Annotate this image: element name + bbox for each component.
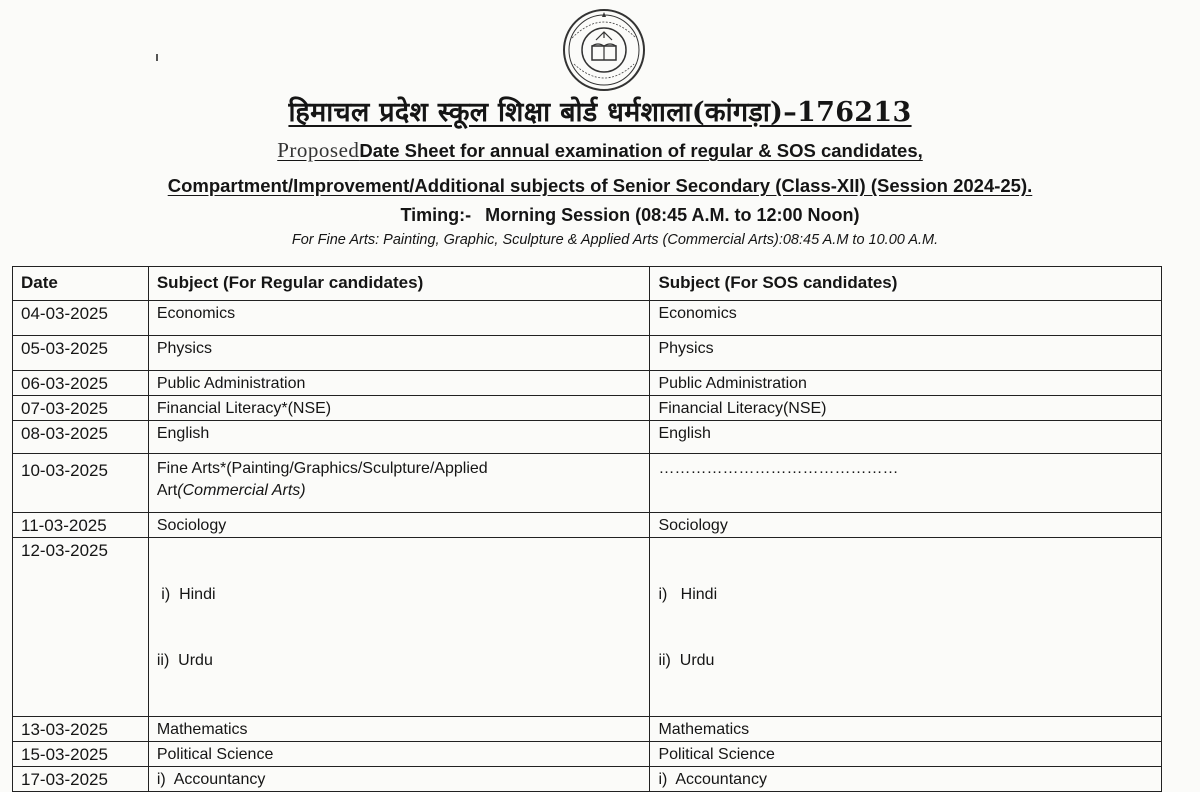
table-row (13, 336, 1162, 371)
regular-subject-cell: Public Administration (148, 371, 650, 396)
table-row (13, 396, 1162, 421)
table-row (13, 301, 1162, 336)
sos-subject-cell: Physics (650, 336, 1162, 371)
regular-subject-cell (148, 538, 650, 717)
timing-label: Timing:- (400, 205, 472, 225)
sos-subject-cell: Sociology (650, 513, 1162, 538)
regular-subject-cell: Physics (148, 336, 650, 371)
fine-arts-line2b: (Commercial Arts) (177, 482, 306, 499)
table-row (13, 454, 1162, 513)
table-row (13, 421, 1162, 454)
regular-subject-cell: Political Science (148, 742, 650, 767)
sos-subject-cell: English (650, 421, 1162, 454)
date-cell: 07-03-2025 (13, 396, 149, 421)
date-cell: 17-03-2025 (13, 767, 149, 792)
sos-subject-cell: Financial Literacy(NSE) (650, 396, 1162, 421)
date-cell: 12-03-2025 (13, 538, 149, 717)
exam-schedule-table (12, 266, 1162, 792)
sos-subject-cell: ……………………………………… (650, 454, 1162, 513)
header-sos: Subject (For SOS candidates) (650, 267, 1162, 301)
regular-subject-cell: Economics (148, 301, 650, 336)
regular-subject-cell: Financial Literacy*(NSE) (148, 396, 650, 421)
sos-subject-cell (650, 538, 1162, 717)
urdu-line: ii) Urdu (156, 652, 213, 669)
header-regular: Subject (For Regular candidates) (148, 267, 650, 301)
board-seal-icon (562, 8, 646, 92)
regular-subject-cell: Sociology (148, 513, 650, 538)
date-cell: 15-03-2025 (13, 742, 149, 767)
regular-subject-cell: Mathematics (148, 717, 650, 742)
table-row (13, 371, 1162, 396)
proposed-word: Proposed (277, 138, 360, 162)
sos-subject-cell: Economics (650, 301, 1162, 336)
fine-arts-note: For Fine Arts: Painting, Graphic, Sculpture & Applied Arts (Commercial Arts):08:45 A.M to 10.00 A.M. (291, 232, 939, 248)
table-row (13, 742, 1162, 767)
table-row (13, 717, 1162, 742)
date-sheet-subtitle (0, 137, 1200, 164)
date-cell: 11-03-2025 (13, 513, 149, 538)
date-cell: 06-03-2025 (13, 371, 149, 396)
fine-arts-line2a: Art (156, 482, 178, 499)
table-row (13, 513, 1162, 538)
sos-subject-cell: Mathematics (650, 717, 1162, 742)
sos-subject-cell: i) Accountancy (650, 767, 1162, 792)
scan-speck (156, 54, 158, 61)
board-title: हिमाचल प्रदेश स्कूल शिक्षा बोर्ड धर्मशाला(कांगड़ा)–176213 (288, 97, 912, 128)
date-cell: 08-03-2025 (13, 421, 149, 454)
sos-subject-cell: Political Science (650, 742, 1162, 767)
timing-line (0, 203, 1200, 227)
regular-subject-cell (148, 454, 650, 513)
table-row (13, 767, 1162, 792)
hindi-line: i) Hindi (156, 586, 216, 603)
timing-value: Morning Session (08:45 A.M. to 12:00 Noon) (485, 205, 860, 225)
date-cell: 10-03-2025 (13, 454, 149, 513)
sos-subject-cell: Public Administration (650, 371, 1162, 396)
table-row (13, 538, 1162, 717)
date-sheet-subtitle-line2: Compartment/Improvement/Additional subjects of Senior Secondary (Class-XII) (Session 2024-25). (167, 175, 1033, 196)
fine-arts-line1: Fine Arts*(Painting/Graphics/Sculpture/Applied (156, 460, 488, 477)
hindi-line: i) Hindi (658, 586, 718, 603)
table-header-row (13, 267, 1162, 301)
regular-subject-cell: English (148, 421, 650, 454)
urdu-line: ii) Urdu (658, 652, 715, 669)
date-cell: 13-03-2025 (13, 717, 149, 742)
subtitle-text: Date Sheet for annual examination of regular & SOS candidates, (359, 140, 923, 161)
regular-subject-cell: i) Accountancy (148, 767, 650, 792)
date-cell: 04-03-2025 (13, 301, 149, 336)
date-cell: 05-03-2025 (13, 336, 149, 371)
header-date: Date (13, 267, 149, 301)
